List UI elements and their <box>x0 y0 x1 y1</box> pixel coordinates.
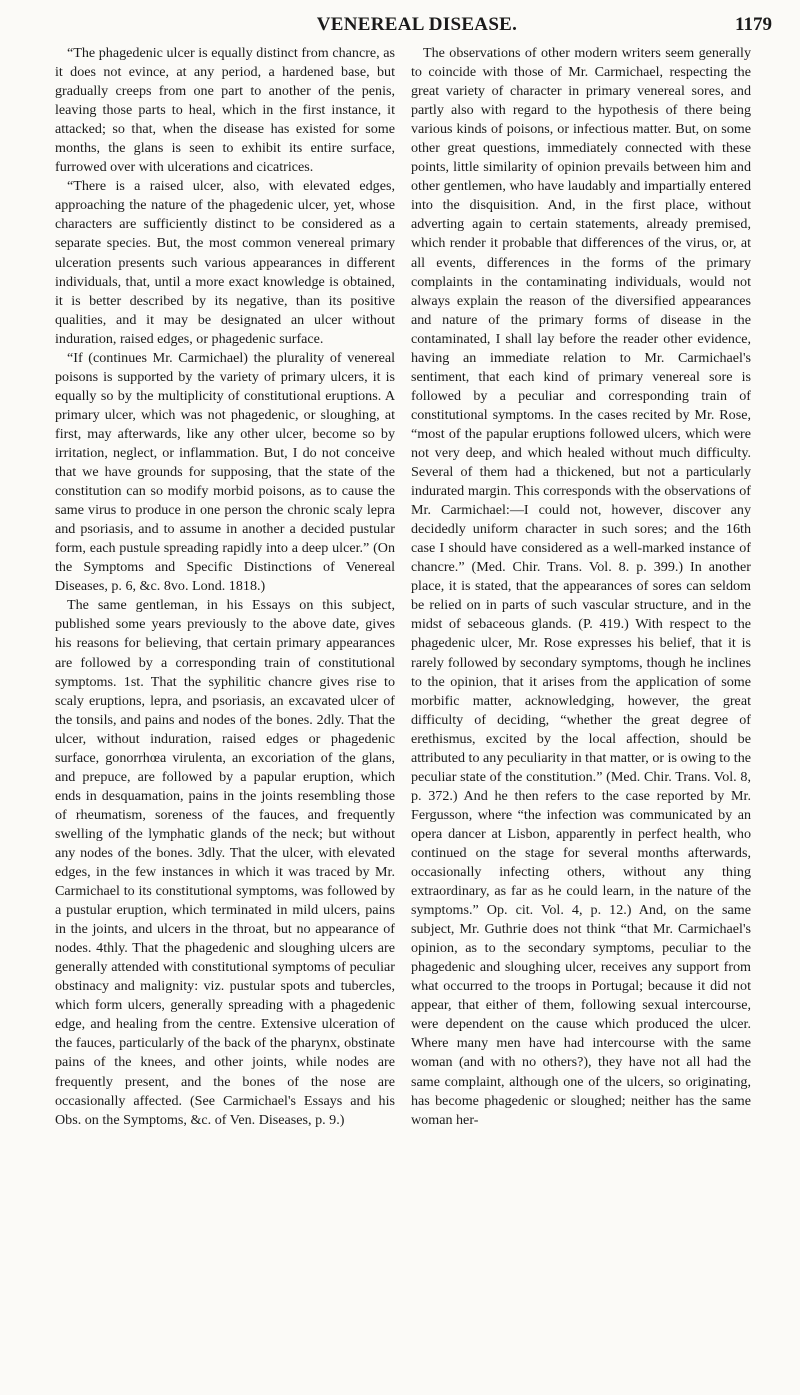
paragraph: “If (continues Mr. Carmichael) the plurality of venereal poisons is supported by the variety of primary ulcers, it is equally so by the multiplicity of constitutional eruptions. A primary ulcer, which was not phagedenic, or sloughing, at first, may afterwards, like any other ulcer, become so by irritation, neglect, or inflammation. But, I do not conceive that we have grounds for supposing, that the state of the constitution can so modify morbid poisons, as to cause the same virus to produce in one person the chronic scaly lepra and psoriasis, and to assume in another a decided pustular form, each pustule spreading rapidly into a deep ulcer.” (On the Symptoms and Specific Distinctions of Venereal Diseases, p. 6, &c. 8vo. Lond. 1818.) <box>55 349 395 595</box>
paragraph: The same gentleman, in his Essays on this subject, published some years previously to the above date, gives his reasons for believing, that certain primary appearances are followed by a corresponding train of constitutional symptoms. 1st. That the syphilitic chancre gives rise to scaly eruptions, lepra, and psoriasis, an excavated ulcer of the tonsils, and pains and nodes of the bones. 2dly. That the ulcer, without induration, raised edges or phagedenic surface, gonorrhœa virulenta, an excoriation of the glans, and prepuce, are followed by a papular eruption, which ends in desquamation, pains in the joints resembling those of rheumatism, soreness of the fauces, and frequently swelling of the lymphatic glands of the neck; but without any nodes of the bones. 3dly. That the ulcer, with elevated edges, in the few instances in which it was traced by Mr. Carmichael to its constitutional symptoms, was followed by a pustular eruption, which terminated in mild ulcers, pains in the joints, and ulcers in the throat, but no appearance of nodes. 4thly. That the phagedenic and sloughing ulcers are generally attended with constitutional symptoms of peculiar obstinacy and malignity: viz. pustular spots and tubercles, which form ulcers, generally spreading with a phagedenic edge, and healing from the centre. Extensive ulceration of the fauces, particularly of the back of the pharynx, obstinate pains of the knees, and other joints, while nodes are frequently present, and the bones of the nose are occasionally affected. (See Carmichael's Essays and his Obs. on the Symptoms, &c. of Ven. Diseases, p. 9.) <box>55 597 395 1128</box>
right-column <box>411 44 751 1130</box>
running-title: VENEREAL DISEASE. <box>316 14 518 35</box>
page-number: 1179 <box>735 14 772 35</box>
paragraph: “The phagedenic ulcer is equally distinct from chancre, as it does not evince, at any period, a hardened base, but gradually creeps from one part to another of the penis, leaving those parts to heal, which in the first instance, it attacked; so that, when the disease has existed for some months, the glans is seen to exhibit its entire surface, furrowed over with ulcerations and cicatrices. <box>55 45 395 176</box>
left-column <box>55 44 395 1130</box>
paragraph: “There is a raised ulcer, also, with elevated edges, approaching the nature of the phagedenic ulcer, yet, whose characters are sufficiently distinct to be considered as a separate species. But, the most common venereal primary ulceration presents such various appearances in different individuals, that, until a more exact knowledge is obtained, it is better described by its negative, than its positive qualities, and it may be designated an ulcer without induration, raised edges, or phagedenic surface. <box>55 178 395 347</box>
paragraph: The observations of other modern writers seem generally to coincide with those of Mr. Carmichael, respecting the great variety of character in primary venereal sores, and partly also with regard to the hypothesis of there being various kinds of poisons, or infectious matter. But, on some other great questions, immediately connected with these points, little similarity of opinion prevails between him and other gentlemen, who have laudably and impartially entered into the disquisition. And, in the first place, without adverting again to certain statements, already premised, which render it probable that differences of the virus, or, at all events, differences in the forms of the primary complaints in the contaminating individuals, would not always explain the reason of the diversified appearances and nature of the primary forms of disease in the contaminated, I shall lay before the reader other evidence, having an immediate relation to Mr. Carmichael's sentiment, that each kind of primary venereal sore is followed by a peculiar and corresponding train of constitutional symptoms. In the cases recited by Mr. Rose, “most of the papular eruptions followed ulcers, which were not very deep, and which healed without much difficulty. Several of them had a thickened, but not a particularly indurated margin. This corresponds with the observations of Mr. Carmichael:—I could not, however, discover any decidedly uniform character in such sores; and the 16th case I should have considered as a well-marked instance of chancre.” (Med. Chir. Trans. Vol. 8. p. 399.) In another place, it is stated, that the appearances of sores can seldom be relied on in parts of such vascular structure, and in the midst of sebaceous glands. (P. 419.) With respect to the phagedenic ulcer, Mr. Rose expresses his belief, that it is rarely followed by secondary symptoms, though he inclines to the opinion, that it arises from the application of some morbific matter, acknowledging, however, the great difficulty of deciding, “whether the great degree of erethismus, excited by the local affection, should be attributed to any peculiarity in that matter, or is owing to the peculiar state of the constitution.” (Med. Chir. Trans. Vol. 8, p. 372.) And he then refers to the case reported by Mr. Fergusson, where “the infection was communicated by an opera dancer at Lisbon, apparently in perfect health, who continued on the stage for several months afterwards, occasionally infecting others, without any thing extraordinary, as far as he could learn, in the nature of the symptoms.” Op. cit. Vol. 4, p. 12.) And, on the same subject, Mr. Guthrie does not think “that Mr. Carmichael's opinion, as to the secondary symptoms, peculiar to the phagedenic and sloughing ulcer, receives any support from what occurred to the troops in Portugal; because it did not appear, that either of them, following sexual intercourse, were dependent on the cause which produced the ulcer. Where many men have had intercourse with the same woman (and with no others?), they have not all had the same complaint, although one of the ulcers, so originating, has become phagedenic or sloughed; neither has the same woman her- <box>411 45 751 1128</box>
page-header <box>62 14 772 40</box>
